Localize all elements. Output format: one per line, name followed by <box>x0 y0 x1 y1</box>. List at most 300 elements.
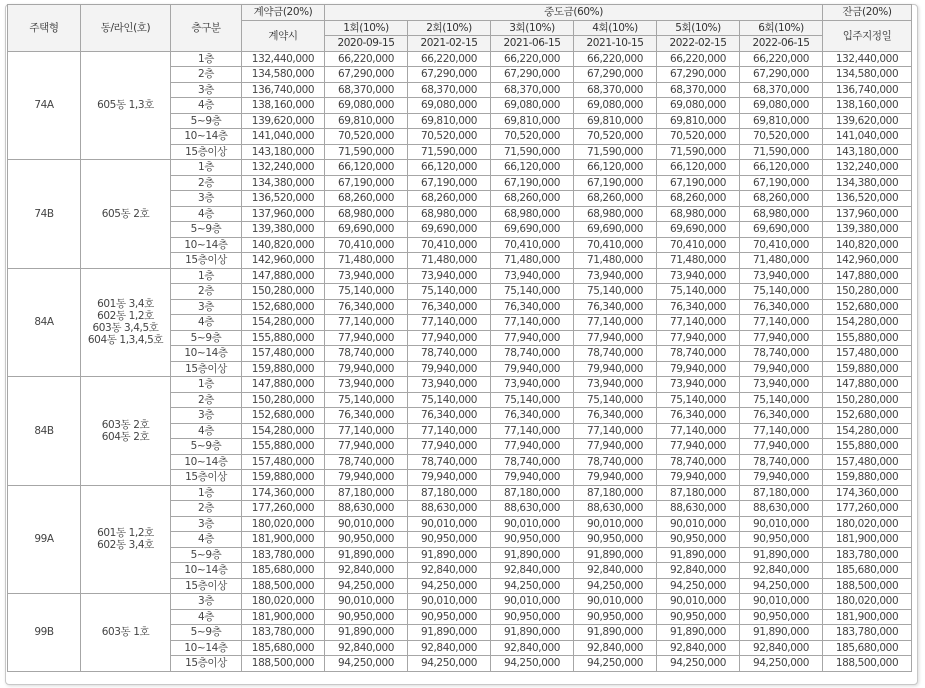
floor-cell: 10~14층 <box>171 346 242 362</box>
unit-type: 99A <box>8 485 81 594</box>
installment-cell: 77,140,000 <box>408 315 491 331</box>
installment-cell: 71,590,000 <box>740 144 823 160</box>
balance-cell: 134,380,000 <box>823 175 912 191</box>
installment-cell: 69,080,000 <box>574 98 657 114</box>
deposit-cell: 157,480,000 <box>242 346 325 362</box>
installment-cell: 90,010,000 <box>574 594 657 610</box>
balance-cell: 136,520,000 <box>823 191 912 207</box>
installment-cell: 92,840,000 <box>657 563 740 579</box>
installment-cell: 90,010,000 <box>408 594 491 610</box>
installment-cell: 79,940,000 <box>574 361 657 377</box>
floor-cell: 4층 <box>171 206 242 222</box>
installment-cell: 77,140,000 <box>491 423 574 439</box>
installment-cell: 87,180,000 <box>574 485 657 501</box>
installment-cell: 69,810,000 <box>325 113 408 129</box>
installment-cell: 88,630,000 <box>325 501 408 517</box>
balance-cell: 180,020,000 <box>823 516 912 532</box>
installment-cell: 67,190,000 <box>408 175 491 191</box>
installment-cell: 90,950,000 <box>574 609 657 625</box>
installment-cell: 76,340,000 <box>325 299 408 315</box>
floor-cell: 2층 <box>171 67 242 83</box>
deposit-cell: 181,900,000 <box>242 609 325 625</box>
floor-cell: 3층 <box>171 516 242 532</box>
floor-cell: 2층 <box>171 392 242 408</box>
deposit-cell: 188,500,000 <box>242 578 325 594</box>
installment-cell: 66,220,000 <box>325 51 408 67</box>
balance-cell: 183,780,000 <box>823 547 912 563</box>
installment-cell: 68,980,000 <box>657 206 740 222</box>
installment-cell: 78,740,000 <box>740 454 823 470</box>
floor-cell: 5~9층 <box>171 439 242 455</box>
header-installment-date: 2021-06-15 <box>491 36 574 52</box>
installment-cell: 76,340,000 <box>574 408 657 424</box>
dong-line: 602동 1,2호 <box>97 310 154 323</box>
installment-cell: 94,250,000 <box>408 656 491 672</box>
installment-cell: 90,010,000 <box>491 594 574 610</box>
dong-line: 603동 1호 <box>101 626 150 639</box>
installment-cell: 68,980,000 <box>325 206 408 222</box>
installment-cell: 73,940,000 <box>491 268 574 284</box>
installment-cell: 73,940,000 <box>408 268 491 284</box>
header-installment-label: 5회(10%) <box>657 20 740 36</box>
floor-cell: 1층 <box>171 485 242 501</box>
installment-cell: 68,370,000 <box>408 82 491 98</box>
installment-cell: 66,120,000 <box>325 160 408 176</box>
floor-cell: 10~14층 <box>171 454 242 470</box>
installment-cell: 91,890,000 <box>574 625 657 641</box>
installment-cell: 77,140,000 <box>574 315 657 331</box>
installment-cell: 75,140,000 <box>408 284 491 300</box>
floor-cell: 4층 <box>171 98 242 114</box>
balance-cell: 141,040,000 <box>823 129 912 145</box>
floor-cell: 4층 <box>171 532 242 548</box>
floor-cell: 1층 <box>171 51 242 67</box>
balance-cell: 180,020,000 <box>823 594 912 610</box>
installment-cell: 91,890,000 <box>408 547 491 563</box>
installment-cell: 76,340,000 <box>657 408 740 424</box>
balance-cell: 183,780,000 <box>823 625 912 641</box>
deposit-cell: 154,280,000 <box>242 315 325 331</box>
floor-cell: 1층 <box>171 268 242 284</box>
installment-cell: 66,120,000 <box>574 160 657 176</box>
deposit-cell: 185,680,000 <box>242 640 325 656</box>
unit-type: 74B <box>8 160 81 269</box>
deposit-cell: 147,880,000 <box>242 268 325 284</box>
deposit-cell: 174,360,000 <box>242 485 325 501</box>
installment-cell: 90,950,000 <box>408 609 491 625</box>
installment-cell: 79,940,000 <box>491 470 574 486</box>
installment-cell: 68,370,000 <box>491 82 574 98</box>
balance-cell: 137,960,000 <box>823 206 912 222</box>
installment-cell: 77,140,000 <box>740 423 823 439</box>
installment-cell: 94,250,000 <box>740 578 823 594</box>
deposit-cell: 140,820,000 <box>242 237 325 253</box>
installment-cell: 73,940,000 <box>408 377 491 393</box>
balance-cell: 188,500,000 <box>823 578 912 594</box>
installment-cell: 68,370,000 <box>574 82 657 98</box>
deposit-cell: 181,900,000 <box>242 532 325 548</box>
installment-cell: 75,140,000 <box>574 392 657 408</box>
installment-cell: 92,840,000 <box>657 640 740 656</box>
deposit-cell: 177,260,000 <box>242 501 325 517</box>
installment-cell: 69,080,000 <box>325 98 408 114</box>
installment-cell: 71,590,000 <box>408 144 491 160</box>
balance-cell: 152,680,000 <box>823 408 912 424</box>
installment-cell: 69,690,000 <box>740 222 823 238</box>
balance-cell: 138,160,000 <box>823 98 912 114</box>
balance-cell: 143,180,000 <box>823 144 912 160</box>
installment-cell: 70,410,000 <box>491 237 574 253</box>
installment-cell: 79,940,000 <box>325 470 408 486</box>
deposit-cell: 152,680,000 <box>242 299 325 315</box>
dong-line-cell <box>81 594 171 672</box>
deposit-cell: 159,880,000 <box>242 470 325 486</box>
balance-cell: 134,580,000 <box>823 67 912 83</box>
installment-cell: 76,340,000 <box>740 299 823 315</box>
floor-cell: 4층 <box>171 609 242 625</box>
floor-cell: 15층이상 <box>171 578 242 594</box>
installment-cell: 91,890,000 <box>491 547 574 563</box>
balance-cell: 142,960,000 <box>823 253 912 269</box>
installment-cell: 88,630,000 <box>408 501 491 517</box>
deposit-cell: 143,180,000 <box>242 144 325 160</box>
installment-cell: 77,940,000 <box>740 439 823 455</box>
balance-cell: 150,280,000 <box>823 392 912 408</box>
installment-cell: 70,520,000 <box>740 129 823 145</box>
balance-cell: 174,360,000 <box>823 485 912 501</box>
deposit-cell: 132,440,000 <box>242 51 325 67</box>
dong-line: 605동 1,3호 <box>97 99 154 112</box>
installment-cell: 70,410,000 <box>740 237 823 253</box>
header-middle: 중도금(60%) <box>325 5 823 21</box>
installment-cell: 79,940,000 <box>408 361 491 377</box>
installment-cell: 71,590,000 <box>574 144 657 160</box>
installment-cell: 68,980,000 <box>574 206 657 222</box>
installment-cell: 79,940,000 <box>408 470 491 486</box>
installment-cell: 69,690,000 <box>325 222 408 238</box>
installment-cell: 78,740,000 <box>408 346 491 362</box>
installment-cell: 68,980,000 <box>408 206 491 222</box>
installment-cell: 77,940,000 <box>408 330 491 346</box>
floor-cell: 5~9층 <box>171 330 242 346</box>
deposit-cell: 183,780,000 <box>242 625 325 641</box>
installment-cell: 77,940,000 <box>574 439 657 455</box>
installment-cell: 68,370,000 <box>657 82 740 98</box>
installment-cell: 77,940,000 <box>491 330 574 346</box>
installment-cell: 90,010,000 <box>325 516 408 532</box>
floor-cell: 4층 <box>171 423 242 439</box>
installment-cell: 88,630,000 <box>657 501 740 517</box>
installment-cell: 77,940,000 <box>657 330 740 346</box>
installment-cell: 78,740,000 <box>740 346 823 362</box>
deposit-cell: 150,280,000 <box>242 392 325 408</box>
installment-cell: 67,290,000 <box>325 67 408 83</box>
installment-cell: 87,180,000 <box>740 485 823 501</box>
dong-line: 605동 2호 <box>101 207 150 220</box>
header-deposit-sub: 계약시 <box>242 20 325 51</box>
balance-cell: 132,240,000 <box>823 160 912 176</box>
installment-cell: 92,840,000 <box>574 563 657 579</box>
installment-cell: 79,940,000 <box>657 361 740 377</box>
installment-cell: 67,290,000 <box>408 67 491 83</box>
installment-cell: 73,940,000 <box>657 377 740 393</box>
installment-cell: 69,690,000 <box>574 222 657 238</box>
installment-cell: 67,290,000 <box>491 67 574 83</box>
installment-cell: 91,890,000 <box>491 625 574 641</box>
unit-type: 74A <box>8 51 81 160</box>
installment-cell: 88,630,000 <box>574 501 657 517</box>
installment-cell: 77,140,000 <box>325 315 408 331</box>
installment-cell: 94,250,000 <box>574 578 657 594</box>
floor-cell: 15층이상 <box>171 253 242 269</box>
installment-cell: 70,520,000 <box>657 129 740 145</box>
table-row <box>8 485 912 501</box>
installment-cell: 90,950,000 <box>740 609 823 625</box>
installment-cell: 92,840,000 <box>574 640 657 656</box>
floor-cell: 2층 <box>171 175 242 191</box>
floor-cell: 2층 <box>171 501 242 517</box>
installment-cell: 75,140,000 <box>740 284 823 300</box>
installment-cell: 77,940,000 <box>408 439 491 455</box>
installment-cell: 73,940,000 <box>657 268 740 284</box>
installment-cell: 76,340,000 <box>408 299 491 315</box>
balance-cell: 155,880,000 <box>823 330 912 346</box>
installment-cell: 91,890,000 <box>325 547 408 563</box>
dong-line: 602동 3,4호 <box>97 539 154 552</box>
header-type: 주택형 <box>8 5 81 52</box>
installment-cell: 71,480,000 <box>657 253 740 269</box>
installment-cell: 76,340,000 <box>740 408 823 424</box>
deposit-cell: 155,880,000 <box>242 439 325 455</box>
deposit-cell: 185,680,000 <box>242 563 325 579</box>
installment-cell: 77,140,000 <box>657 315 740 331</box>
balance-cell: 159,880,000 <box>823 470 912 486</box>
unit-type: 99B <box>8 594 81 672</box>
installment-cell: 90,950,000 <box>491 532 574 548</box>
deposit-cell: 138,160,000 <box>242 98 325 114</box>
installment-cell: 69,810,000 <box>408 113 491 129</box>
installment-cell: 87,180,000 <box>325 485 408 501</box>
unit-type: 84A <box>8 268 81 377</box>
deposit-cell: 180,020,000 <box>242 516 325 532</box>
installment-cell: 78,740,000 <box>657 346 740 362</box>
installment-cell: 94,250,000 <box>325 578 408 594</box>
installment-cell: 75,140,000 <box>325 284 408 300</box>
installment-cell: 69,810,000 <box>491 113 574 129</box>
installment-cell: 77,940,000 <box>574 330 657 346</box>
installment-cell: 76,340,000 <box>657 299 740 315</box>
floor-cell: 10~14층 <box>171 563 242 579</box>
balance-cell: 139,620,000 <box>823 113 912 129</box>
balance-cell: 155,880,000 <box>823 439 912 455</box>
installment-cell: 76,340,000 <box>491 408 574 424</box>
balance-cell: 147,880,000 <box>823 268 912 284</box>
installment-cell: 68,260,000 <box>491 191 574 207</box>
installment-cell: 70,410,000 <box>325 237 408 253</box>
installment-cell: 94,250,000 <box>657 578 740 594</box>
installment-cell: 73,940,000 <box>491 377 574 393</box>
unit-type: 84B <box>8 377 81 486</box>
balance-cell: 132,440,000 <box>823 51 912 67</box>
header-installment-label: 1회(10%) <box>325 20 408 36</box>
dong-line: 604동 2호 <box>101 430 150 443</box>
floor-cell: 5~9층 <box>171 222 242 238</box>
installment-cell: 77,140,000 <box>740 315 823 331</box>
header-installment-label: 6회(10%) <box>740 20 823 36</box>
installment-cell: 91,890,000 <box>408 625 491 641</box>
installment-cell: 78,740,000 <box>657 454 740 470</box>
floor-cell: 1층 <box>171 160 242 176</box>
floor-cell: 15층이상 <box>171 144 242 160</box>
balance-cell: 139,380,000 <box>823 222 912 238</box>
installment-cell: 67,190,000 <box>491 175 574 191</box>
header-row-1 <box>8 5 912 21</box>
installment-cell: 70,520,000 <box>574 129 657 145</box>
installment-cell: 90,010,000 <box>740 594 823 610</box>
installment-cell: 90,950,000 <box>325 532 408 548</box>
table-row <box>8 377 912 393</box>
header-installment-date: 2021-02-15 <box>408 36 491 52</box>
installment-cell: 77,140,000 <box>574 423 657 439</box>
installment-cell: 71,590,000 <box>325 144 408 160</box>
installment-cell: 90,950,000 <box>408 532 491 548</box>
installment-cell: 68,260,000 <box>408 191 491 207</box>
installment-cell: 71,590,000 <box>657 144 740 160</box>
header-installment-label: 3회(10%) <box>491 20 574 36</box>
installment-cell: 76,340,000 <box>408 408 491 424</box>
installment-cell: 77,940,000 <box>657 439 740 455</box>
installment-cell: 71,480,000 <box>325 253 408 269</box>
floor-cell: 15층이상 <box>171 656 242 672</box>
installment-cell: 69,080,000 <box>491 98 574 114</box>
dong-line: 601동 1,2호 <box>97 527 154 540</box>
header-dong: 동/라인(호) <box>81 5 171 52</box>
header-installment-label: 4회(10%) <box>574 20 657 36</box>
installment-cell: 71,480,000 <box>574 253 657 269</box>
floor-cell: 10~14층 <box>171 640 242 656</box>
installment-cell: 78,740,000 <box>325 346 408 362</box>
installment-cell: 90,010,000 <box>657 516 740 532</box>
installment-cell: 79,940,000 <box>657 470 740 486</box>
balance-cell: 150,280,000 <box>823 284 912 300</box>
balance-cell: 157,480,000 <box>823 346 912 362</box>
header-floor: 층구분 <box>171 5 242 52</box>
deposit-cell: 139,620,000 <box>242 113 325 129</box>
dong-line: 604동 1,3,4,5호 <box>87 334 164 347</box>
installment-cell: 92,840,000 <box>491 563 574 579</box>
floor-cell: 10~14층 <box>171 129 242 145</box>
installment-cell: 67,290,000 <box>657 67 740 83</box>
installment-cell: 67,190,000 <box>325 175 408 191</box>
deposit-cell: 134,380,000 <box>242 175 325 191</box>
installment-cell: 75,140,000 <box>325 392 408 408</box>
deposit-cell: 183,780,000 <box>242 547 325 563</box>
installment-cell: 76,340,000 <box>325 408 408 424</box>
installment-cell: 92,840,000 <box>325 563 408 579</box>
installment-cell: 75,140,000 <box>408 392 491 408</box>
deposit-cell: 150,280,000 <box>242 284 325 300</box>
installment-cell: 87,180,000 <box>491 485 574 501</box>
installment-cell: 67,190,000 <box>740 175 823 191</box>
installment-cell: 78,740,000 <box>491 346 574 362</box>
installment-cell: 75,140,000 <box>491 284 574 300</box>
installment-cell: 79,940,000 <box>574 470 657 486</box>
installment-cell: 70,520,000 <box>408 129 491 145</box>
header-balance: 잔금(20%) <box>823 5 912 21</box>
installment-cell: 67,290,000 <box>574 67 657 83</box>
floor-cell: 3층 <box>171 299 242 315</box>
balance-cell: 185,680,000 <box>823 563 912 579</box>
installment-cell: 66,120,000 <box>491 160 574 176</box>
installment-cell: 68,370,000 <box>740 82 823 98</box>
deposit-cell: 180,020,000 <box>242 594 325 610</box>
installment-cell: 92,840,000 <box>740 563 823 579</box>
dong-line-cell <box>81 485 171 594</box>
installment-cell: 91,890,000 <box>657 625 740 641</box>
installment-cell: 66,120,000 <box>657 160 740 176</box>
installment-cell: 94,250,000 <box>740 656 823 672</box>
floor-cell: 3층 <box>171 408 242 424</box>
installment-cell: 75,140,000 <box>740 392 823 408</box>
installment-cell: 90,950,000 <box>657 609 740 625</box>
installment-cell: 68,370,000 <box>325 82 408 98</box>
installment-cell: 69,810,000 <box>574 113 657 129</box>
installment-cell: 87,180,000 <box>408 485 491 501</box>
installment-cell: 77,140,000 <box>325 423 408 439</box>
installment-cell: 78,740,000 <box>574 454 657 470</box>
installment-cell: 79,940,000 <box>740 361 823 377</box>
deposit-cell: 132,240,000 <box>242 160 325 176</box>
installment-cell: 90,950,000 <box>740 532 823 548</box>
installment-cell: 78,740,000 <box>408 454 491 470</box>
installment-cell: 90,950,000 <box>574 532 657 548</box>
balance-cell: 147,880,000 <box>823 377 912 393</box>
installment-cell: 68,980,000 <box>740 206 823 222</box>
installment-cell: 66,220,000 <box>574 51 657 67</box>
installment-cell: 73,940,000 <box>574 268 657 284</box>
installment-cell: 78,740,000 <box>491 454 574 470</box>
installment-cell: 94,250,000 <box>657 656 740 672</box>
installment-cell: 67,190,000 <box>657 175 740 191</box>
floor-cell: 4층 <box>171 315 242 331</box>
installment-cell: 75,140,000 <box>574 284 657 300</box>
deposit-cell: 142,960,000 <box>242 253 325 269</box>
installment-cell: 71,480,000 <box>491 253 574 269</box>
installment-cell: 77,940,000 <box>325 330 408 346</box>
installment-cell: 66,220,000 <box>408 51 491 67</box>
header-balance-sub: 입주지정일 <box>823 20 912 51</box>
installment-cell: 90,010,000 <box>740 516 823 532</box>
balance-cell: 181,900,000 <box>823 532 912 548</box>
installment-cell: 66,120,000 <box>740 160 823 176</box>
balance-cell: 154,280,000 <box>823 423 912 439</box>
balance-cell: 177,260,000 <box>823 501 912 517</box>
dong-line-cell <box>81 268 171 377</box>
installment-cell: 87,180,000 <box>657 485 740 501</box>
installment-cell: 66,220,000 <box>491 51 574 67</box>
header-installment-date: 2022-06-15 <box>740 36 823 52</box>
installment-cell: 90,010,000 <box>325 594 408 610</box>
installment-cell: 77,940,000 <box>740 330 823 346</box>
installment-cell: 91,890,000 <box>740 547 823 563</box>
installment-cell: 66,220,000 <box>657 51 740 67</box>
installment-cell: 92,840,000 <box>408 640 491 656</box>
deposit-cell: 188,500,000 <box>242 656 325 672</box>
installment-cell: 68,260,000 <box>657 191 740 207</box>
balance-cell: 188,500,000 <box>823 656 912 672</box>
floor-cell: 5~9층 <box>171 547 242 563</box>
installment-cell: 90,950,000 <box>657 532 740 548</box>
